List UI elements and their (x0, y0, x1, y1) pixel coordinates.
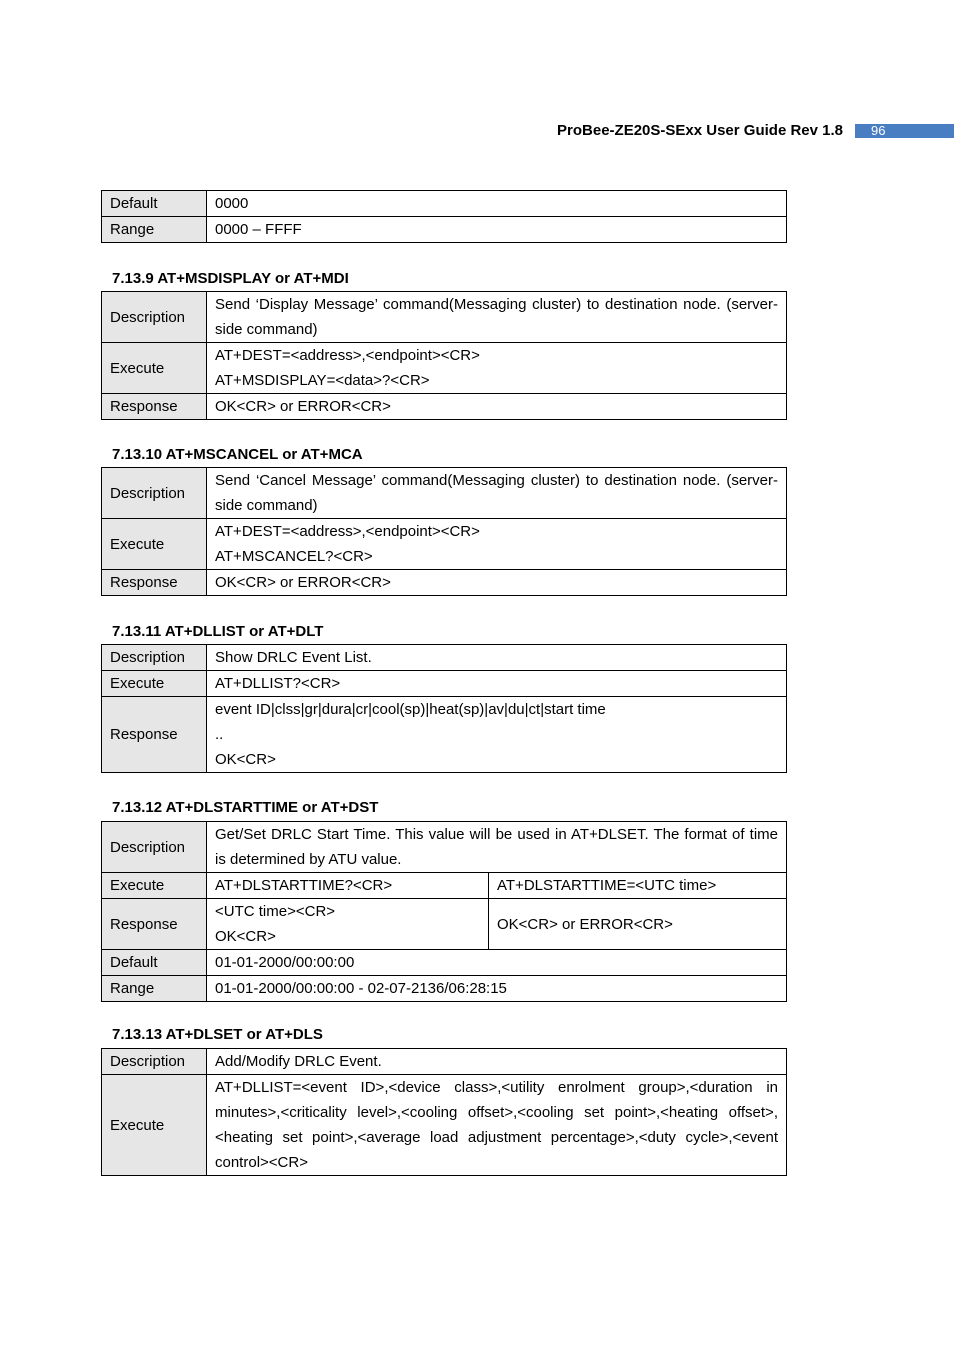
table-row (102, 468, 787, 519)
execute-value (207, 519, 787, 570)
execute-value (207, 343, 787, 394)
row-label: Range (102, 217, 207, 243)
table-row (102, 822, 787, 873)
page-number-badge: 96 (855, 124, 954, 138)
execute-set-value: AT+DLSTARTTIME=<UTC time> (489, 873, 787, 899)
response-line: OK<CR> (215, 751, 276, 768)
section-heading-msdisplay: 7.13.9 AT+MSDISPLAY or AT+MDI (112, 270, 349, 287)
table-row (102, 519, 787, 570)
execute-label: Execute (102, 671, 207, 697)
table-row (102, 697, 787, 773)
response-line: <UTC time><CR> (215, 903, 336, 920)
description-value: Send ‘Display Message’ command(Messaging cluster) to destination node. (server-side command) (207, 292, 787, 343)
execute-line: AT+MSDISPLAY=<data>?<CR> (215, 372, 430, 389)
execute-label: Execute (102, 519, 207, 570)
table-row (102, 671, 787, 697)
description-value: Show DRLC Event List. (207, 645, 787, 671)
table-row (102, 645, 787, 671)
description-label: Description (102, 292, 207, 343)
description-value: Get/Set DRLC Start Time. This value will be used in AT+DLSET. The format of time is determined by ATU value. (207, 822, 787, 873)
table-row (102, 899, 787, 950)
row-label: Default (102, 191, 207, 217)
response-get-value (207, 899, 489, 950)
description-label: Description (102, 1049, 207, 1075)
dlset-table (101, 1048, 787, 1176)
default-range-table (101, 190, 787, 243)
description-label: Description (102, 645, 207, 671)
execute-line: AT+DEST=<address>,<endpoint><CR> (215, 347, 480, 364)
dlstarttime-table (101, 821, 787, 1002)
response-line: event ID|clss|gr|dura|cr|cool(sp)|heat(sp)|av|du|ct|start time (215, 701, 606, 718)
description-value: Add/Modify DRLC Event. (207, 1049, 787, 1075)
table-row (102, 1049, 787, 1075)
section-heading-dllist: 7.13.11 AT+DLLIST or AT+DLT (112, 623, 324, 640)
description-label: Description (102, 822, 207, 873)
msdisplay-table (101, 291, 787, 420)
response-label: Response (102, 899, 207, 950)
section-heading-mscancel: 7.13.10 AT+MSCANCEL or AT+MCA (112, 446, 363, 463)
row-value: 0000 – FFFF (207, 217, 787, 243)
section-heading-dlset: 7.13.13 AT+DLSET or AT+DLS (112, 1026, 323, 1043)
execute-value: AT+DLLIST=<event ID>,<device class>,<utility enrolment group>,<duration in minutes>,<criticality level>,<cooling offset>,<cooling set point>,<heating offset>,<heating set point>,<average load adjustment percentage>,<duty cycle>,<event control><CR> (207, 1075, 787, 1176)
default-value: 01-01-2000/00:00:00 (207, 950, 787, 976)
execute-value: AT+DLLIST?<CR> (207, 671, 787, 697)
description-value: Send ‘Cancel Message’ command(Messaging cluster) to destination node. (server-side command) (207, 468, 787, 519)
table-row (102, 191, 787, 217)
section-heading-dlstarttime: 7.13.12 AT+DLSTARTTIME or AT+DST (112, 799, 379, 816)
table-row (102, 394, 787, 420)
table-row (102, 976, 787, 1002)
table-row (102, 343, 787, 394)
execute-line: AT+DEST=<address>,<endpoint><CR> (215, 523, 480, 540)
row-value: 0000 (207, 191, 787, 217)
table-row (102, 950, 787, 976)
dllist-table (101, 644, 787, 773)
response-line: OK<CR> (215, 928, 276, 945)
default-label: Default (102, 950, 207, 976)
table-row (102, 570, 787, 596)
description-label: Description (102, 468, 207, 519)
table-row (102, 1075, 787, 1176)
execute-label: Execute (102, 343, 207, 394)
execute-label: Execute (102, 1075, 207, 1176)
execute-line: AT+MSCANCEL?<CR> (215, 548, 373, 565)
table-row (102, 292, 787, 343)
document-header-title: ProBee-ZE20S-SExx User Guide Rev 1.8 (557, 122, 843, 139)
response-value: OK<CR> or ERROR<CR> (207, 394, 787, 420)
response-set-value: OK<CR> or ERROR<CR> (489, 899, 787, 950)
response-label: Response (102, 394, 207, 420)
execute-get-value: AT+DLSTARTTIME?<CR> (207, 873, 489, 899)
response-label: Response (102, 570, 207, 596)
range-value: 01-01-2000/00:00:00 - 02-07-2136/06:28:15 (207, 976, 787, 1002)
mscancel-table (101, 467, 787, 596)
table-row (102, 873, 787, 899)
response-value (207, 697, 787, 773)
execute-label: Execute (102, 873, 207, 899)
range-label: Range (102, 976, 207, 1002)
response-value: OK<CR> or ERROR<CR> (207, 570, 787, 596)
response-label: Response (102, 697, 207, 773)
table-row (102, 217, 787, 243)
response-line: .. (215, 726, 224, 743)
